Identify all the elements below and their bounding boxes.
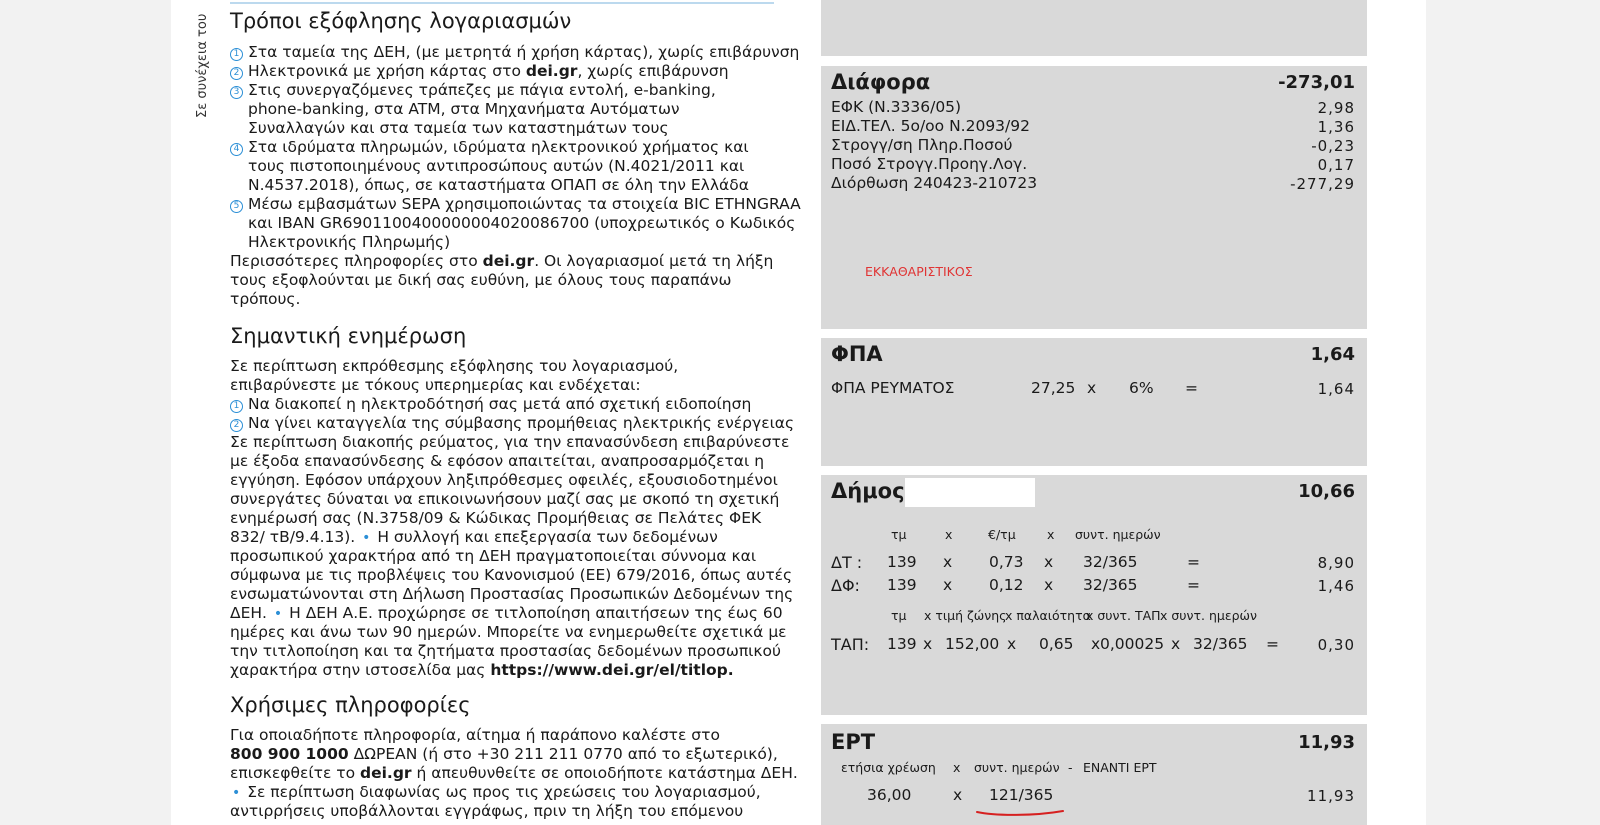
dt-label: ΔΤ : bbox=[831, 553, 863, 572]
tap-head-tm: τμ bbox=[891, 608, 907, 623]
tap-days: 32/365 bbox=[1193, 635, 1248, 653]
ert-head-dash: - bbox=[1068, 760, 1073, 775]
dei-link[interactable]: dei.gr bbox=[525, 62, 578, 80]
tap-age: 0,65 bbox=[1039, 635, 1074, 653]
dimos-head-days: συντ. ημερών bbox=[1075, 527, 1161, 542]
important-line: επιβαρύνεστε με τόκους υπερημερίας και ενδέχεται: bbox=[230, 376, 641, 394]
fpa-value: 1,64 bbox=[1317, 380, 1355, 398]
ert-x: x bbox=[953, 786, 963, 804]
tap-value: 0,30 bbox=[1317, 636, 1355, 654]
useful-line2: 800 900 1000 ΔΩΡΕΑΝ (ή στο +30 211 211 0770 από το εξωτερικό), bbox=[230, 745, 778, 763]
bullet-icon: • bbox=[232, 785, 241, 801]
df-x: x bbox=[943, 576, 953, 594]
payment-item-2: 2 Ηλεκτρονικά με χρήση κάρτας στο dei.gr, χωρίς επιβάρυνση bbox=[230, 62, 729, 81]
diafora-row-value: -277,29 bbox=[1290, 175, 1355, 193]
important-line: 832/ τΒ/9.4.13). • Η συλλογή και επεξεργασία των δεδομένων bbox=[230, 528, 718, 546]
tap-eq: = bbox=[1266, 635, 1279, 653]
redacted-municipality-box bbox=[905, 478, 1035, 507]
titlop-link[interactable]: https://www.dei.gr/el/titlop. bbox=[490, 661, 734, 679]
useful-line4: • Σε περίπτωση διαφωνίας ως προς τις χρεώσεις του λογαριασμού, bbox=[232, 783, 761, 801]
df-label: ΔΦ: bbox=[831, 576, 860, 595]
diafora-row-value: -0,23 bbox=[1311, 137, 1355, 155]
ert-total: 11,93 bbox=[1298, 732, 1355, 753]
df-value: 1,46 bbox=[1317, 577, 1355, 595]
important-line: ημέρες και άνω των 90 ημερών. Μπορείτε να ενημερωθείτε σχετικά με bbox=[230, 623, 787, 641]
important-line: ενσωματώνονται στη Δήλωση Προστασίας Προσωπικών Δεδομένων της bbox=[230, 585, 794, 603]
fpa-base: 27,25 bbox=[1031, 379, 1076, 397]
tap-head-tap: x συντ. ΤΑΠ bbox=[1086, 608, 1161, 623]
more-info-line2: τους εξοφλούνται με δική σας ευθύνη, με όλους τους παραπάνω bbox=[230, 271, 732, 289]
dimos-head-eu: €/τμ bbox=[988, 527, 1016, 542]
top-divider bbox=[230, 0, 774, 4]
phone-number[interactable]: 800 900 1000 bbox=[230, 745, 349, 763]
bullet-icon: • bbox=[362, 530, 371, 546]
useful-info-title: Χρήσιμες πληροφορίες bbox=[230, 693, 471, 717]
diafora-row-label: Ποσό Στρογγ.Προηγ.Λογ. bbox=[831, 155, 1028, 173]
dimos-head-x: x bbox=[945, 527, 953, 542]
payment-item-3-line2: phone-banking, στα ATM, στα Μηχανήματα Αυτόματων bbox=[248, 100, 680, 118]
important-line: χαρακτήρα στην ιστοσελίδα μας https://www.dei.gr/el/titlop. bbox=[230, 661, 734, 679]
number-2-icon: 2 bbox=[230, 67, 243, 80]
tap-coef: 0,00025 bbox=[1100, 635, 1165, 653]
ert-panel bbox=[821, 724, 1367, 825]
tap-x: x bbox=[923, 635, 933, 653]
dt-eq: = bbox=[1187, 553, 1200, 571]
payment-item-4: 4 Στα ιδρύματα πληρωμών, ιδρύματα ηλεκτρονικού χρήματος και bbox=[230, 138, 749, 157]
dimos-head-x: x bbox=[1047, 527, 1055, 542]
dimos-total: 10,66 bbox=[1298, 481, 1355, 502]
tap-head-zone: x τιμή ζώνης bbox=[924, 608, 1007, 623]
fpa-x: x bbox=[1087, 379, 1097, 397]
useful-line3: επισκεφθείτε το dei.gr ή απευθυνθείτε σε οποιοδήποτε κατάστημα ΔΕΗ. bbox=[230, 764, 798, 782]
important-line: προσωπικού χαρακτήρα από τη ΔΕΗ πραγματοποιείται σύννομα και bbox=[230, 547, 757, 565]
diafora-total: -273,01 bbox=[1278, 72, 1355, 93]
ert-days: 121/365 bbox=[989, 786, 1054, 804]
diafora-row-label: ΕΙΔ.ΤΕΛ. 5ο/οο Ν.2093/92 bbox=[831, 117, 1030, 135]
important-item-2: 2 Να γίνει καταγγελία της σύμβασης προμήθειας ηλεκτρικής ενέργειας bbox=[230, 414, 794, 433]
number-3-icon: 3 bbox=[230, 86, 243, 99]
red-underline-mark bbox=[975, 806, 1065, 818]
payment-item-5-line2: και IBAN GR6901100400000004020086700 (υποχρεωτικός ο Κωδικός bbox=[248, 214, 796, 232]
payment-item-3-line3: Συναλλαγών και στα ταμεία των καταστημάτων τους bbox=[248, 119, 669, 137]
important-line: Σε περίπτωση διακοπής ρεύματος, για την επανασύνδεση επιβαρύνεστε bbox=[230, 433, 790, 451]
important-line: ενημέρωσή σας (Ν.3758/09 & Κώδικας Προμήθειας σε Πελάτες ΦΕΚ bbox=[230, 509, 762, 527]
fpa-rate: 6% bbox=[1129, 379, 1154, 397]
important-line: με έξοδα επανασύνδεσης & εφόσον απαιτείται, αναπροσαρμόζεται η bbox=[230, 452, 765, 470]
diafora-row-value: 0,17 bbox=[1317, 156, 1355, 174]
tap-zone: 152,00 bbox=[945, 635, 1000, 653]
important-info-title: Σημαντική ενημέρωση bbox=[230, 324, 467, 348]
df-eq: = bbox=[1187, 576, 1200, 594]
number-5-icon: 5 bbox=[230, 200, 243, 213]
fpa-eq: = bbox=[1185, 379, 1198, 397]
fpa-label: ΦΠΑ ΡΕΥΜΑΤΟΣ bbox=[831, 379, 955, 397]
tap-head-age: x παλαιότητα bbox=[1005, 608, 1091, 623]
important-line: Σε περίπτωση εκπρόθεσμης εξόφλησης του λογαριασμού, bbox=[230, 357, 679, 375]
payment-methods-title: Τρόποι εξόφλησης λογαριασμών bbox=[230, 9, 572, 33]
more-info-line3: τρόπους. bbox=[230, 290, 301, 308]
tap-x: x bbox=[1171, 635, 1181, 653]
important-line: εγγύηση. Εφόσον υπάρχουν ληξιπρόθεσμες οφειλές, εξουσιοδοτημένοι bbox=[230, 471, 778, 489]
number-2-icon: 2 bbox=[230, 419, 243, 432]
diafora-row-value: 1,36 bbox=[1317, 118, 1355, 136]
ert-value: 11,93 bbox=[1307, 787, 1355, 805]
important-line: την τιτλοποίηση και τα ζητήματα προστασίας δεδομένων προσωπικού bbox=[230, 642, 781, 660]
clearance-note: ΕΚΚΑΘΑΡΙΣΤΙΚΟΣ bbox=[865, 264, 973, 279]
payment-item-3: 3 Στις συνεργαζόμενες τράπεζες με πάγια εντολή, e-banking, bbox=[230, 81, 716, 100]
ert-head-against: ΕΝΑΝΤΙ ΕΡΤ bbox=[1083, 760, 1157, 775]
payment-item-1: 1 Στα ταμεία της ΔΕΗ, (με μετρητά ή χρήση κάρτας), χωρίς επιβάρυνση bbox=[230, 43, 799, 62]
ert-head-x: x bbox=[953, 760, 961, 775]
diafora-row-label: ΕΦΚ (Ν.3336/05) bbox=[831, 98, 962, 116]
dt-value: 8,90 bbox=[1317, 554, 1355, 572]
diafora-row-label: Στρογγ/ση Πληρ.Ποσού bbox=[831, 136, 1013, 154]
important-line: συνεργάτες δύναται να επικοινωνήσουν μαζί σας με σκοπό τη σχετική bbox=[230, 490, 780, 508]
important-item-1: 1 Να διακοπεί η ηλεκτροδότησή σας μετά από σχετική ειδοποίηση bbox=[230, 395, 751, 414]
df-x: x bbox=[1044, 576, 1054, 594]
ert-annual: 36,00 bbox=[867, 786, 912, 804]
dimos-title: Δήμος bbox=[831, 479, 905, 503]
df-tm: 139 bbox=[887, 576, 917, 594]
rotated-text: Σε συνέχεια του bbox=[195, 13, 210, 118]
number-1-icon: 1 bbox=[230, 400, 243, 413]
payment-item-5-line3: Ηλεκτρονικής Πληρωμής) bbox=[248, 233, 451, 251]
dimos-head-tm: τμ bbox=[891, 527, 907, 542]
bullet-icon: • bbox=[273, 606, 283, 622]
tap-x: x bbox=[1091, 635, 1101, 653]
tap-x: x bbox=[1007, 635, 1017, 653]
diafora-row-label: Διόρθωση 240423-210723 bbox=[831, 174, 1038, 192]
fpa-panel bbox=[821, 338, 1367, 466]
payment-item-5: 5 Μέσω εμβασμάτων SEPA χρησιμοποιώντας τα στοιχεία BIC ETHNGRAA bbox=[230, 195, 801, 214]
dt-eu: 0,73 bbox=[989, 553, 1024, 571]
fpa-title: ΦΠΑ bbox=[831, 342, 883, 366]
dt-x: x bbox=[943, 553, 953, 571]
important-line: ΔΕΗ. • Η ΔΕΗ Α.Ε. προχώρησε σε τιτλοποίηση απαιτήσεων της έως 60 bbox=[230, 604, 783, 622]
ert-title: ΕΡΤ bbox=[831, 730, 876, 754]
number-4-icon: 4 bbox=[230, 143, 243, 156]
ert-head-days: συντ. ημερών bbox=[974, 760, 1060, 775]
diafora-panel bbox=[821, 66, 1367, 329]
diafora-title: Διάφορα bbox=[831, 70, 931, 94]
dei-link[interactable]: dei.gr bbox=[360, 764, 412, 782]
useful-line5: αντιρρήσεις υποβάλλονται εγγράφως, πριν τη λήξη του επόμενου bbox=[230, 802, 744, 820]
diafora-row-value: 2,98 bbox=[1317, 99, 1355, 117]
dt-days: 32/365 bbox=[1083, 553, 1138, 571]
tap-tm: 139 bbox=[887, 635, 917, 653]
useful-line1: Για οποιαδήποτε πληροφορία, αίτημα ή παράπονο καλέστε στο bbox=[230, 726, 720, 744]
top-panel bbox=[821, 0, 1367, 56]
dt-x: x bbox=[1044, 553, 1054, 571]
fpa-total: 1,64 bbox=[1310, 344, 1355, 365]
df-eu: 0,12 bbox=[989, 576, 1024, 594]
payment-item-4-line3: Ν.4537.2018), όπως, σε καταστήματα ΟΠΑΠ σε όλη την Ελλάδα bbox=[248, 176, 749, 194]
tap-label: ΤΑΠ: bbox=[831, 635, 870, 654]
more-info-line1: Περισσότερες πληροφορίες στο dei.gr. Οι λογαριασμοί μετά τη λήξη bbox=[230, 252, 774, 270]
number-1-icon: 1 bbox=[230, 48, 243, 61]
tap-head-days: x συντ. ημερών bbox=[1160, 608, 1257, 623]
important-line: σύμφωνα με τις προβλέψεις του Κανονισμού (ΕΕ) 679/2016, όπως αυτές bbox=[230, 566, 793, 584]
payment-item-4-line2: τους πιστοποιημένους αντιπροσώπους αυτών (Ν.4021/2011 και bbox=[248, 157, 745, 175]
dei-link[interactable]: dei.gr bbox=[482, 252, 535, 270]
dt-tm: 139 bbox=[887, 553, 917, 571]
ert-head-annual: ετήσια χρέωση bbox=[841, 760, 936, 775]
rotated-continuation-label bbox=[195, 8, 217, 118]
df-days: 32/365 bbox=[1083, 576, 1138, 594]
dimos-panel bbox=[821, 475, 1367, 715]
